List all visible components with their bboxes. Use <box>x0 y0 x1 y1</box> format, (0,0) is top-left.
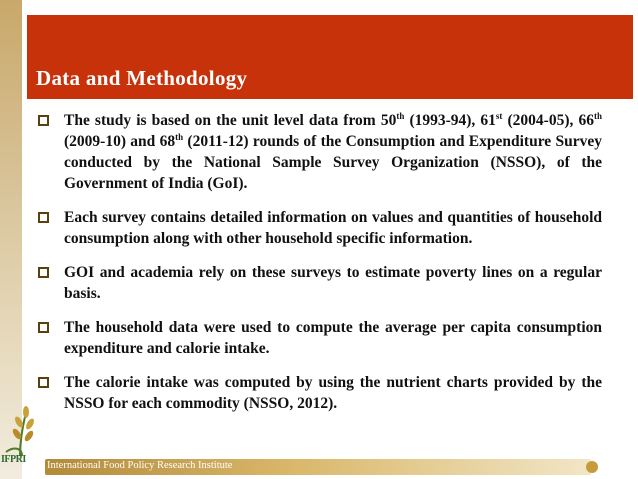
hollow-square-bullet-icon <box>38 322 49 333</box>
text-run: The study is based on the unit level data from 50 <box>64 112 397 129</box>
ordinal-suffix: th <box>396 110 405 121</box>
wheat-stalk-logo-icon <box>0 402 44 458</box>
footer-text: International Food Policy Research Institute <box>47 460 233 471</box>
footer-bar <box>45 459 591 475</box>
hollow-square-bullet-icon <box>38 377 49 388</box>
bullet-item <box>36 110 602 194</box>
text-run: Each survey contains detailed information on values and quantities of household consumption along with other household specific information. <box>64 209 602 247</box>
text-run: (2009-10) and 68 <box>64 133 176 150</box>
text-run: (1993-94), 61 <box>404 112 496 129</box>
ordinal-suffix: st <box>495 110 503 121</box>
slide-title: Data and Methodology <box>36 66 248 90</box>
ifpri-logo <box>0 402 44 474</box>
text-run: The household data were used to compute the average per capita consumption expenditure and calorie intake. <box>64 319 602 357</box>
footer-end-knob <box>586 461 598 473</box>
logo-text: IFPRI <box>1 454 26 465</box>
bullet-text <box>64 207 602 249</box>
bullet-list <box>36 110 602 427</box>
hollow-square-bullet-icon <box>38 267 49 278</box>
ordinal-suffix: th <box>593 110 602 121</box>
bullet-item <box>36 317 602 359</box>
bullet-item <box>36 372 602 414</box>
text-run: GOI and academia rely on these surveys to estimate poverty lines on a regular basis. <box>64 264 602 302</box>
text-run: The calorie intake was computed by using the nutrient charts provided by the NSSO for each commodity (NSSO, 2012). <box>64 374 602 412</box>
hollow-square-bullet-icon <box>38 115 49 126</box>
hollow-square-bullet-icon <box>38 212 49 223</box>
bullet-text <box>64 372 602 414</box>
bullet-text <box>64 317 602 359</box>
title-bar <box>27 15 633 99</box>
bullet-item <box>36 207 602 249</box>
text-run: (2004-05), 66 <box>502 112 594 129</box>
bullet-text <box>64 262 602 304</box>
text-run: (2011-12) rounds of the Consumption and Expenditure Survey conducted by the National Sample Survey Organization (NSSO), of the Government of India (GoI). <box>64 133 602 192</box>
bullet-item <box>36 262 602 304</box>
ordinal-suffix: th <box>175 131 184 142</box>
bullet-text <box>64 110 602 194</box>
